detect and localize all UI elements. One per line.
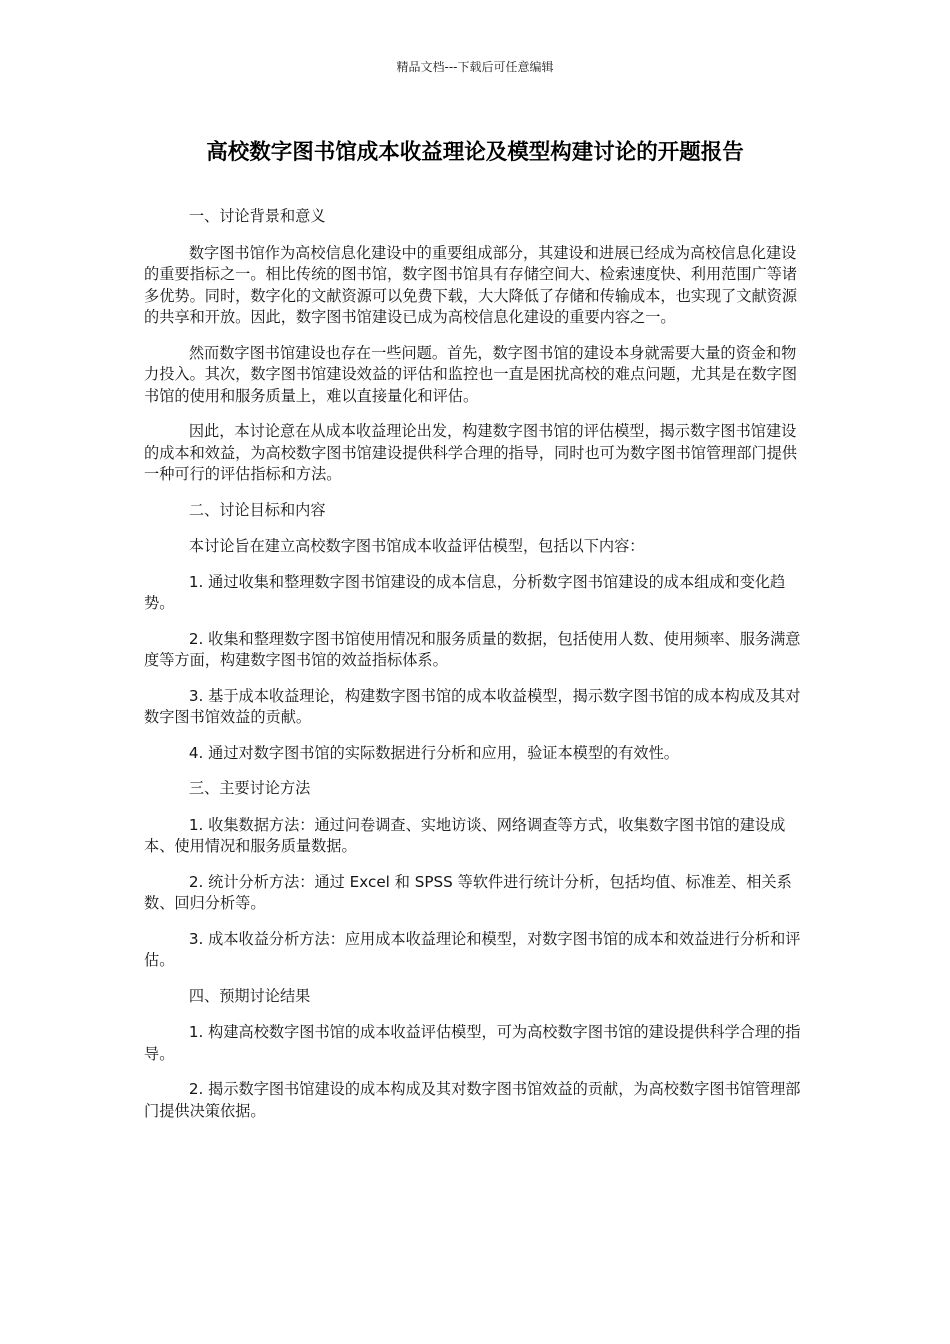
paragraph: 然而数字图书馆建设也存在一些问题。首先，数字图书馆的建设本身就需要大量的资金和物力投入。其次，数字图书馆建设效益的评估和监控也一直是困扰高校的难点问题，尤其是在数字图书馆的使用和服务质量上，难以直接量化和评估。 [144, 343, 798, 405]
header-note: 精品文档---下载后可任意编辑 [396, 60, 554, 74]
list-item: 1. 构建高校数字图书馆的成本收益评估模型，可为高校数字图书馆的建设提供科学合理的指导。 [144, 1023, 801, 1063]
list-item: 1. 通过收集和整理数字图书馆建设的成本信息，分析数字图书馆建设的成本组成和变化趋势。 [144, 572, 786, 612]
paragraph: 本讨论旨在建立高校数字图书馆成本收益评估模型，包括以下内容： [188, 537, 645, 555]
list-item: 2. 统计分析方法：通过 Excel 和 SPSS 等软件进行统计分析，包括均值、标准差、相关系数、回归分析等。 [144, 872, 792, 912]
list-item: 1. 收集数据方法：通过问卷调查、实地访谈、网络调查等方式，收集数字图书馆的建设成本、使用情况和服务质量数据。 [144, 815, 786, 855]
list-item: 2. 揭示数字图书馆建设的成本构成及其对数字图书馆效益的贡献，为高校数字图书馆管理部门提供决策依据。 [144, 1080, 801, 1120]
section-heading: 二、讨论目标和内容 [188, 500, 326, 519]
list-item: 3. 成本收益分析方法：应用成本收益理论和模型，对数字图书馆的成本和效益进行分析和评估。 [144, 929, 801, 969]
section-heading: 四、预期讨论结果 [188, 986, 311, 1005]
paragraph: 因此，本讨论意在从成本收益理论出发，构建数字图书馆的评估模型，揭示数字图书馆建设的成本和效益，为高校数字图书馆建设提供科学合理的指导，同时也可为数字图书馆管理部门提供一种可行的评估指标和方法。 [144, 422, 798, 483]
section-heading: 三、主要讨论方法 [188, 779, 311, 797]
list-item: 2. 收集和整理数字图书馆使用情况和服务质量的数据，包括使用人数、使用频率、服务满意度等方面，构建数字图书馆的效益指标体系。 [144, 629, 801, 669]
list-item: 4. 通过对数字图书馆的实际数据进行分析和应用，验证本模型的有效性。 [188, 743, 679, 762]
document-body [144, 206, 806, 1136]
paragraph: 数字图书馆作为高校信息化建设中的重要组成部分，其建设和进展已经成为高校信息化建设的重要指标之一。相比传统的图书馆，数字图书馆具有存储空间大、检索速度快、利用范围广等诸多优势。同时，数字化的文献资源可以免费下载，大大降低了存储和传输成本，也实现了文献资源的共享和开放。因此，数字图书馆建设已成为高校信息化建设的重要内容之一。 [144, 243, 798, 326]
document-title: 高校数字图书馆成本收益理论及模型构建讨论的开题报告 [206, 140, 744, 165]
section-heading: 一、讨论背景和意义 [188, 207, 326, 225]
list-item: 3. 基于成本收益理论，构建数字图书馆的成本收益模型，揭示数字图书馆的成本构成及其对数字图书馆效益的贡献。 [144, 686, 801, 726]
